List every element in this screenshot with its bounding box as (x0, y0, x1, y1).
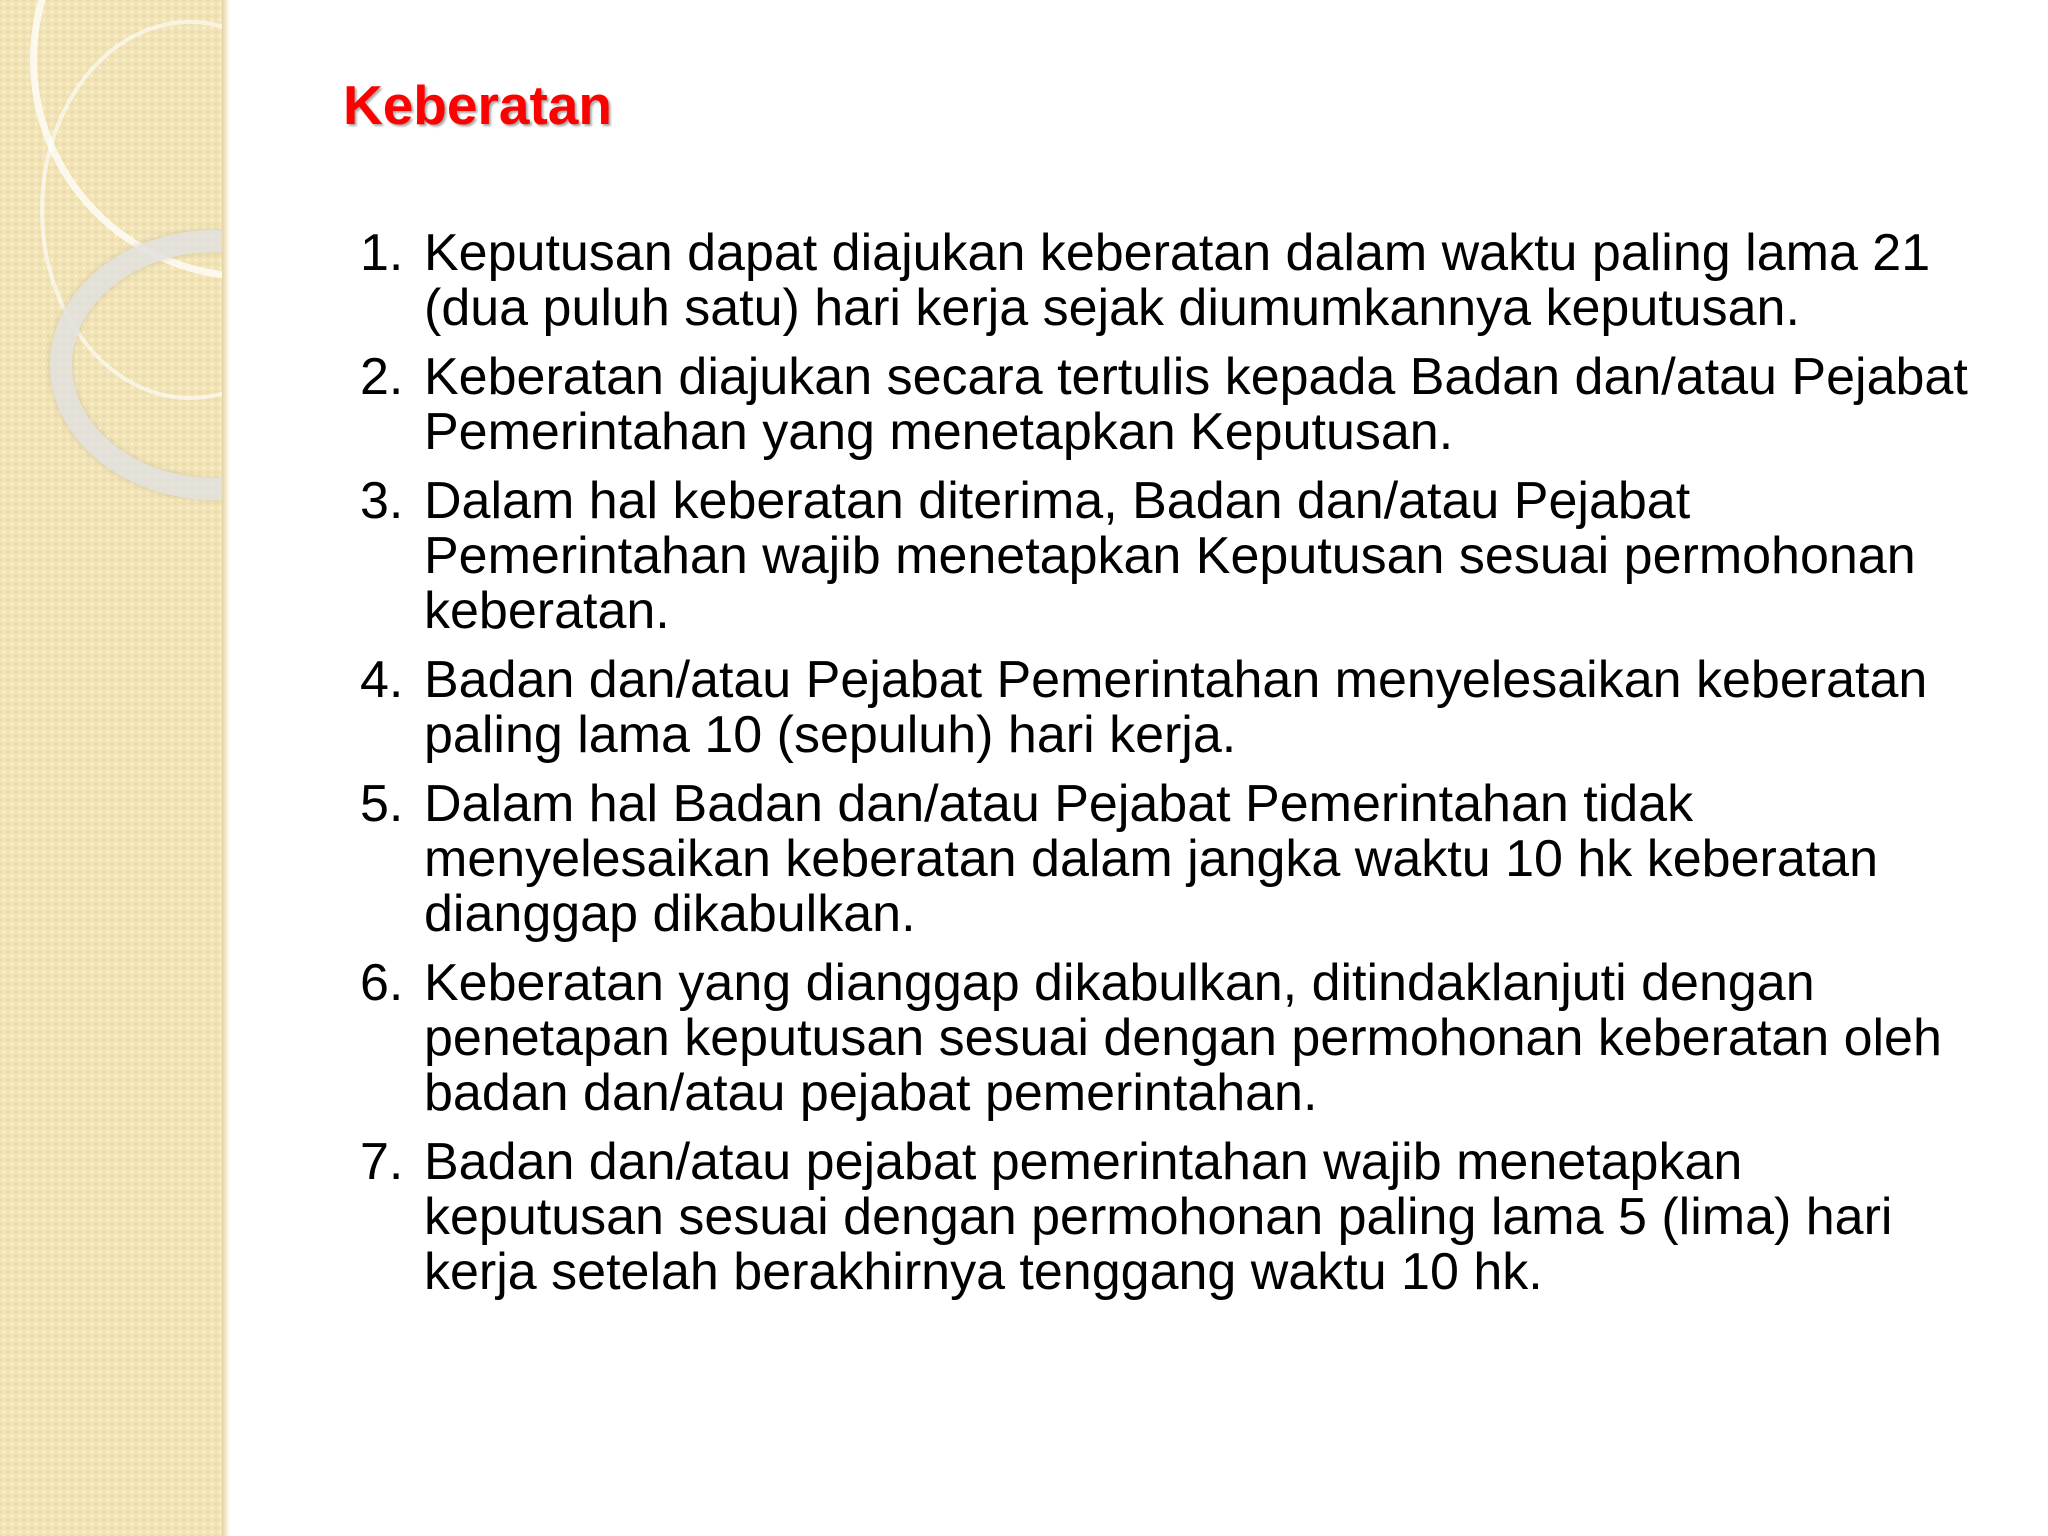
list-item (360, 350, 1980, 460)
item-text: Keberatan diajukan secara tertulis kepada Badan dan/atau Pejabat Pemerintahan yang menetapkan Keputusan. (424, 348, 1968, 461)
item-text: Keputusan dapat diajukan keberatan dalam waktu paling lama 21 (dua puluh satu) hari kerja sejak diumumkannya keputusan. (424, 224, 1931, 337)
slide-title: Keberatan (343, 74, 612, 136)
item-text: Badan dan/atau pejabat pemerintahan wajib menetapkan keputusan sesuai dengan permohonan paling lama 5 (lima) hari kerja setelah berakhirnya tenggang waktu 10 hk. (424, 1133, 1893, 1301)
item-number: 3. (360, 472, 404, 530)
objection-list (360, 226, 1980, 1314)
item-number: 5. (360, 775, 404, 833)
item-text: Keberatan yang dianggap dikabulkan, ditindaklanjuti dengan penetapan keputusan sesuai dengan permohonan keberatan oleh badan dan/atau pejabat pemerintahan. (424, 954, 1942, 1122)
item-text: Dalam hal keberatan diterima, Badan dan/atau Pejabat Pemerintahan wajib menetapkan Keputusan sesuai permohonan keberatan. (424, 472, 1916, 640)
list-item (360, 956, 1980, 1121)
item-text: Dalam hal Badan dan/atau Pejabat Pemerintahan tidak menyelesaikan keberatan dalam jangka waktu 10 hk keberatan dianggap dikabulkan. (424, 775, 1879, 943)
decorative-sidebar (0, 0, 228, 1536)
list-item (360, 653, 1980, 763)
item-number: 4. (360, 651, 404, 709)
list-item (360, 777, 1980, 942)
item-number: 6. (360, 954, 404, 1012)
list-item (360, 1135, 1980, 1300)
list-item (360, 226, 1980, 336)
item-number: 1. (360, 224, 404, 282)
item-number: 2. (360, 348, 404, 406)
item-text: Badan dan/atau Pejabat Pemerintahan menyelesaikan keberatan paling lama 10 (sepuluh) hari kerja. (424, 651, 1928, 764)
item-number: 7. (360, 1133, 404, 1191)
sidebar-edge (222, 0, 230, 1536)
list-item (360, 474, 1980, 639)
